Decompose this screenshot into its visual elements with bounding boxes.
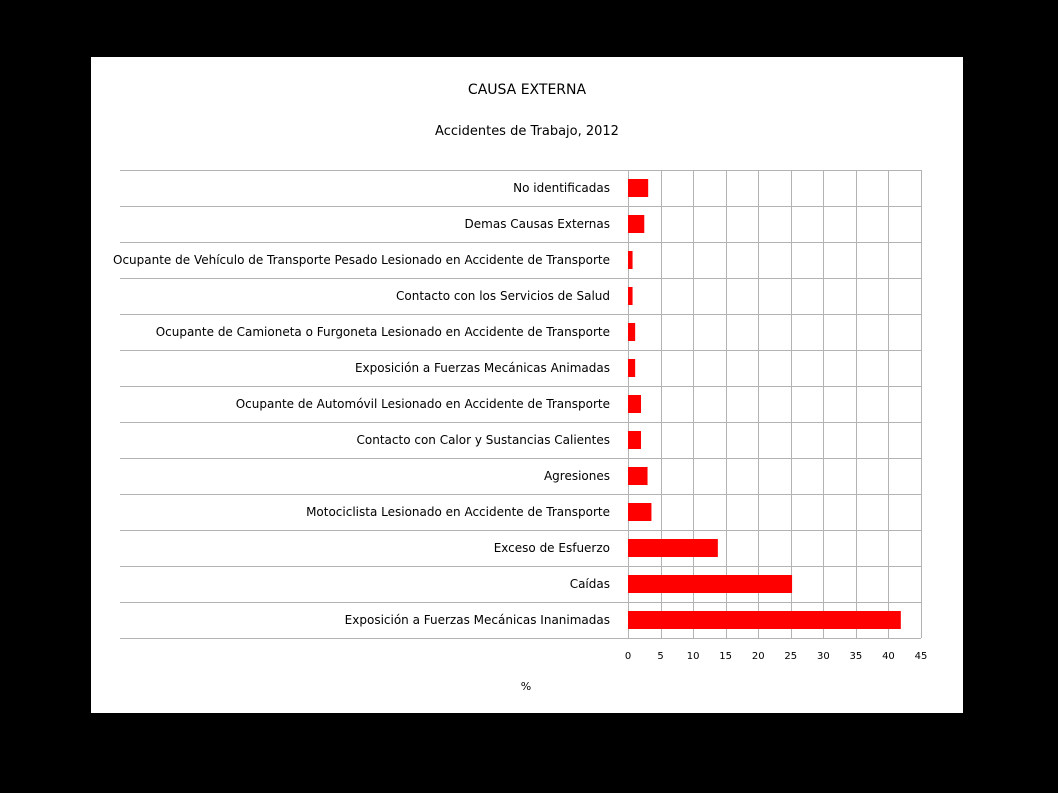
bar: [628, 287, 633, 305]
bar-chart: [91, 57, 963, 713]
bar: [628, 251, 633, 269]
x-tick-label: 25: [784, 651, 798, 662]
category-label: Contacto con Calor y Sustancias Calientes: [356, 433, 610, 447]
category-label: Ocupante de Vehículo de Transporte Pesado Lesionado en Accidente de Transporte: [113, 253, 610, 267]
x-tick-label: 45: [914, 651, 928, 662]
bar: [628, 359, 635, 377]
category-label: Motociclista Lesionado en Accidente de Transporte: [306, 505, 610, 519]
bar: [628, 467, 648, 485]
bar: [628, 215, 644, 233]
category-label: Contacto con los Servicios de Salud: [396, 289, 610, 303]
category-label: Agresiones: [543, 469, 610, 483]
category-label: No identificadas: [513, 181, 610, 195]
x-tick-labels: [625, 651, 928, 662]
bar: [628, 539, 718, 557]
bar: [628, 323, 635, 341]
chart-subtitle: Accidentes de Trabajo, 2012: [435, 124, 619, 139]
bar: [628, 395, 641, 413]
x-tick-label: 20: [751, 651, 765, 662]
x-tick-label: 30: [816, 651, 830, 662]
x-tick-label: 0: [624, 651, 632, 662]
x-tick-label: 40: [882, 651, 895, 662]
x-tick-label: 15: [719, 651, 733, 662]
x-tick-label: 10: [686, 651, 700, 662]
category-label: Ocupante de Automóvil Lesionado en Accidente de Transporte: [235, 397, 610, 411]
category-label: Exposición a Fuerzas Mecánicas Animadas: [354, 361, 610, 375]
x-axis-title: %: [520, 680, 532, 693]
bar: [628, 431, 641, 449]
category-label: Exceso de Esfuerzo: [493, 541, 610, 555]
bar: [628, 611, 901, 629]
bars-layer: [628, 179, 901, 629]
bar: [628, 179, 648, 197]
bar: [628, 503, 651, 521]
category-label: Caídas: [569, 577, 610, 591]
category-label: Ocupante de Camioneta o Furgoneta Lesionado en Accidente de Transporte: [155, 325, 610, 339]
chart-panel: [91, 57, 963, 713]
category-label: Demas Causas Externas: [464, 217, 610, 231]
x-tick-label: 35: [849, 651, 863, 662]
bar: [628, 575, 792, 593]
x-tick-label: 5: [657, 651, 664, 662]
category-labels: [113, 181, 610, 627]
chart-title: CAUSA EXTERNA: [467, 82, 587, 98]
category-label: Exposición a Fuerzas Mecánicas Inanimadas: [344, 613, 610, 627]
